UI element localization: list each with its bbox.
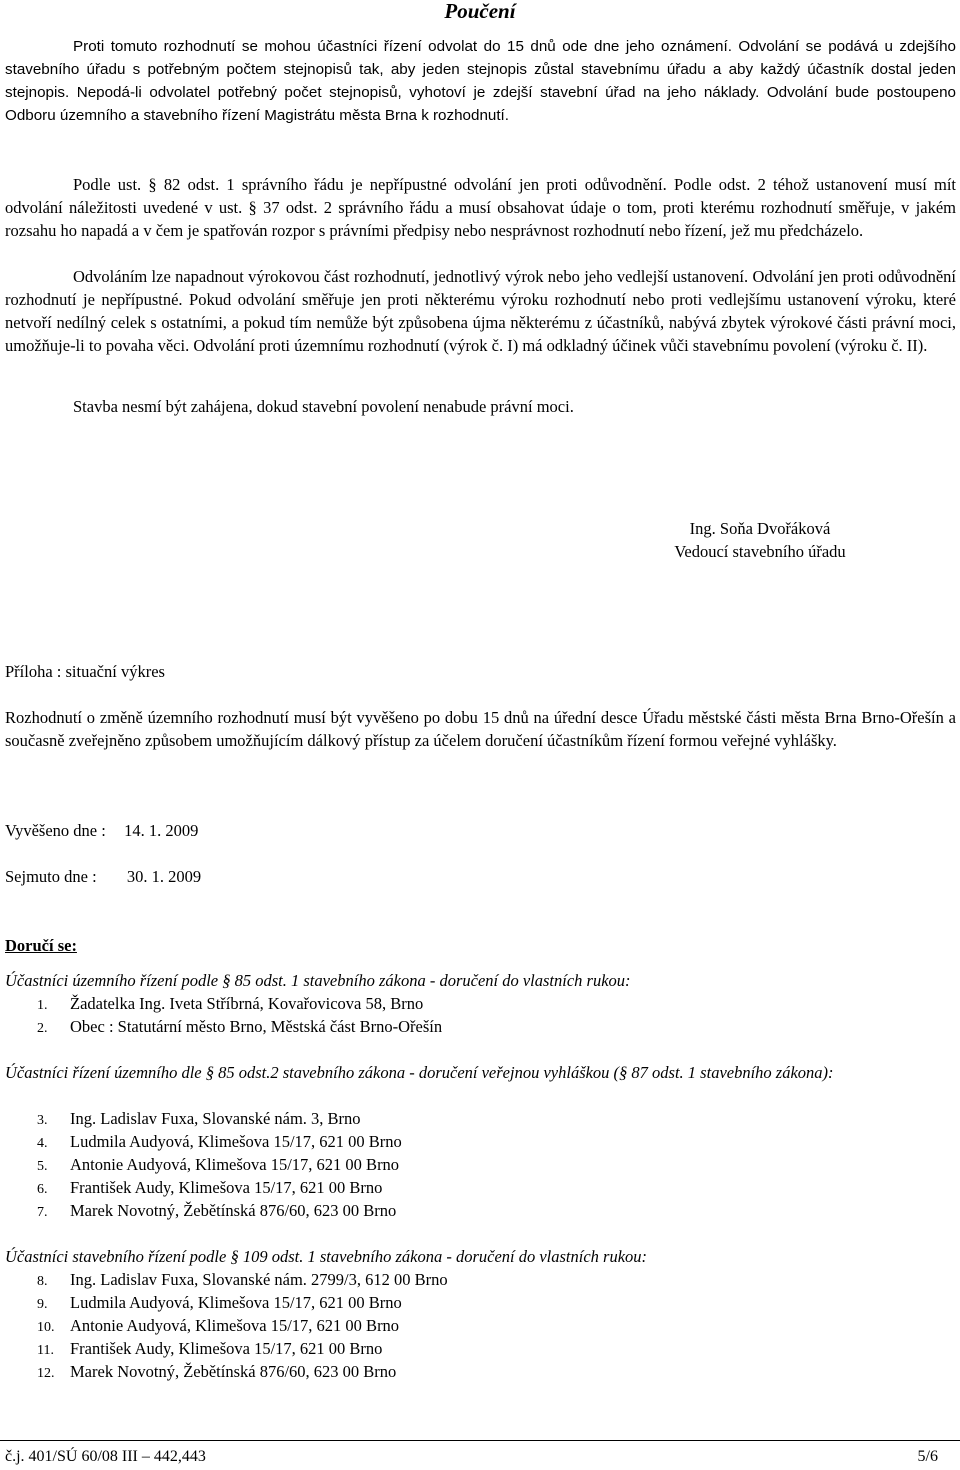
item-number: 7.	[37, 1205, 48, 1220]
posted-date: 14. 1. 2009	[124, 821, 199, 840]
item-number: 3.	[37, 1113, 48, 1128]
signatory-name: Ing. Soňa Dvořáková	[689, 519, 831, 538]
group3-list	[5, 1268, 448, 1383]
item-text: Žadatelka Ing. Iveta Stříbrná, Kovařovicova 58, Brno	[70, 994, 424, 1013]
posted-label: Vyvěšeno dne :	[5, 821, 106, 840]
appeal-paragraph-3-block	[5, 265, 956, 357]
list-item	[5, 1268, 448, 1291]
list-item	[5, 1291, 448, 1314]
group1-list	[5, 992, 442, 1038]
section-title: Poučení	[444, 0, 516, 23]
item-number: 9.	[37, 1297, 48, 1312]
list-item	[5, 1153, 402, 1176]
appeal-paragraph-2-block	[5, 173, 956, 242]
reference-number: č.j. 401/SÚ 60/08 III – 442,443	[5, 1448, 206, 1465]
group2-list	[5, 1107, 402, 1222]
item-number: 10.	[37, 1320, 55, 1335]
list-item	[5, 1107, 402, 1130]
item-number: 2.	[37, 1021, 48, 1036]
page-footer	[0, 1440, 960, 1465]
appeal-paragraph-4: Stavba nesmí být zahájena, dokud stavební povolení nenabude právní moci.	[73, 397, 574, 416]
attachment-note: Příloha : situační výkres	[5, 662, 165, 681]
item-text: Antonie Audyová, Klimešova 15/17, 621 00 Brno	[70, 1155, 400, 1174]
appeal-paragraph-3: Odvoláním lze napadnout výrokovou část rozhodnutí, jednotlivý výrok nebo jeho vedlejší ustanovení. Odvolání jen proti odůvodnění rozhodnutí je nepřípustné. Pokud odvolání směřuje jen proti některému výroku rozhodnutí nebo proti vedlejšímu ustanovení výroku, které netvoří nedílný celek s ostatními, a pokud tím nemůže být způsobena újma některému z účastníků, nabývá zbytek výrokové části právní moci, umožňuje-li to povaha věci. Odvolání proti územnímu rozhodnutí (výrok č. I) má odkladný účinek vůči stavebnímu povolení (výroku č. II).	[5, 267, 956, 355]
item-text: František Audy, Klimešova 15/17, 621 00 Brno	[70, 1339, 383, 1358]
list-item	[5, 992, 442, 1015]
removed-date: 30. 1. 2009	[126, 867, 202, 886]
list-item	[5, 1176, 402, 1199]
item-text: Ing. Ladislav Fuxa, Slovanské nám. 2799/3, 612 00 Brno	[70, 1270, 448, 1289]
posted-row	[5, 819, 198, 842]
list-item	[5, 1360, 448, 1383]
item-number: 8.	[37, 1274, 48, 1289]
item-number: 1.	[37, 998, 48, 1013]
item-text: Obec : Statutární město Brno, Městská část Brno-Ořešín	[70, 1017, 443, 1036]
appeal-paragraph-1: Proti tomuto rozhodnutí se mohou účastníci řízení odvolat do 15 dnů ode dne jeho oznámení. Odvolání se podává u zdejšího stavebního úřadu s potřebným počtem stejnopisů tak, aby jeden stejnopis zůstal stavebnímu úřadu a aby každý účastník dostal jeden stejnopis. Nepodá-li odvolatel potřebný počet stejnopisů, vyhotoví je zdejší stavební úřad na jeho náklady. Odvolání bude postoupeno Odboru územního a stavebního řízení Magistrátu města Brna k rozhodnutí.	[5, 38, 956, 124]
appeal-paragraph-2: Podle ust. § 82 odst. 1 správního řádu je nepřípustné odvolání jen proti odůvodnění. Podle odst. 2 téhož ustanovení musí mít odvolání náležitosti uvedené v ust. § 37 odst. 2 správního řádu a musí obsahovat údaje o tom, proti kterému rozhodnutí směřuje, v jakém rozsahu ho napadá a v čem je spatřován rozpor s právními předpisy nebo nesprávnost rozhodnutí nebo řízení, jež mu předcházelo.	[5, 175, 956, 240]
delivery-heading: Doručí se:	[5, 936, 77, 955]
list-item	[5, 1314, 448, 1337]
appeal-paragraph-4-block	[5, 395, 956, 418]
item-text: Ludmila Audyová, Klimešova 15/17, 621 00 Brno	[70, 1293, 402, 1312]
public-notice-block	[5, 706, 956, 752]
appeal-instructions	[5, 35, 956, 127]
item-text: Ing. Ladislav Fuxa, Slovanské nám. 3, Brno	[70, 1109, 361, 1128]
item-text: František Audy, Klimešova 15/17, 621 00 Brno	[70, 1178, 383, 1197]
item-text: Antonie Audyová, Klimešova 15/17, 621 00 Brno	[70, 1316, 400, 1335]
item-text: Marek Novotný, Žebětínská 876/60, 623 00 Brno	[70, 1201, 397, 1220]
removed-row	[5, 865, 201, 888]
item-number: 6.	[37, 1182, 48, 1197]
item-number: 12.	[37, 1366, 55, 1381]
item-number: 4.	[37, 1136, 48, 1151]
group1-title: Účastníci územního řízení podle § 85 odst. 1 stavebního zákona - doručení do vlastních rukou:	[5, 971, 631, 990]
removed-label: Sejmuto dne :	[5, 867, 97, 886]
public-notice: Rozhodnutí o změně územního rozhodnutí musí být vyvěšeno po dobu 15 dnů na úřední desce Úřadu městské části města Brna Brno-Ořešín a současně zveřejněno způsobem umožňujícím dálkový přístup za účelem doručení účastníkům řízení formou veřejné vyhlášky.	[5, 708, 956, 750]
signatory-role: Vedoucí stavebního úřadu	[674, 542, 846, 561]
group3-title: Účastníci stavebního řízení podle § 109 odst. 1 stavebního zákona - doručení do vlastních rukou:	[5, 1247, 648, 1266]
list-item	[5, 1015, 442, 1038]
item-number: 11.	[37, 1343, 54, 1358]
list-item	[5, 1199, 402, 1222]
list-item	[5, 1337, 448, 1360]
signature-block	[560, 517, 960, 563]
item-text: Marek Novotný, Žebětínská 876/60, 623 00 Brno	[70, 1362, 397, 1381]
item-number: 5.	[37, 1159, 48, 1174]
item-text: Ludmila Audyová, Klimešova 15/17, 621 00 Brno	[70, 1132, 402, 1151]
page-number: 5/6	[917, 1448, 938, 1465]
list-item	[5, 1130, 402, 1153]
group2-title: Účastníci řízení územního dle § 85 odst.2 stavebního zákona - doručení veřejnou vyhláškou (§ 87 odst. 1 stavebního zákona):	[5, 1063, 834, 1082]
